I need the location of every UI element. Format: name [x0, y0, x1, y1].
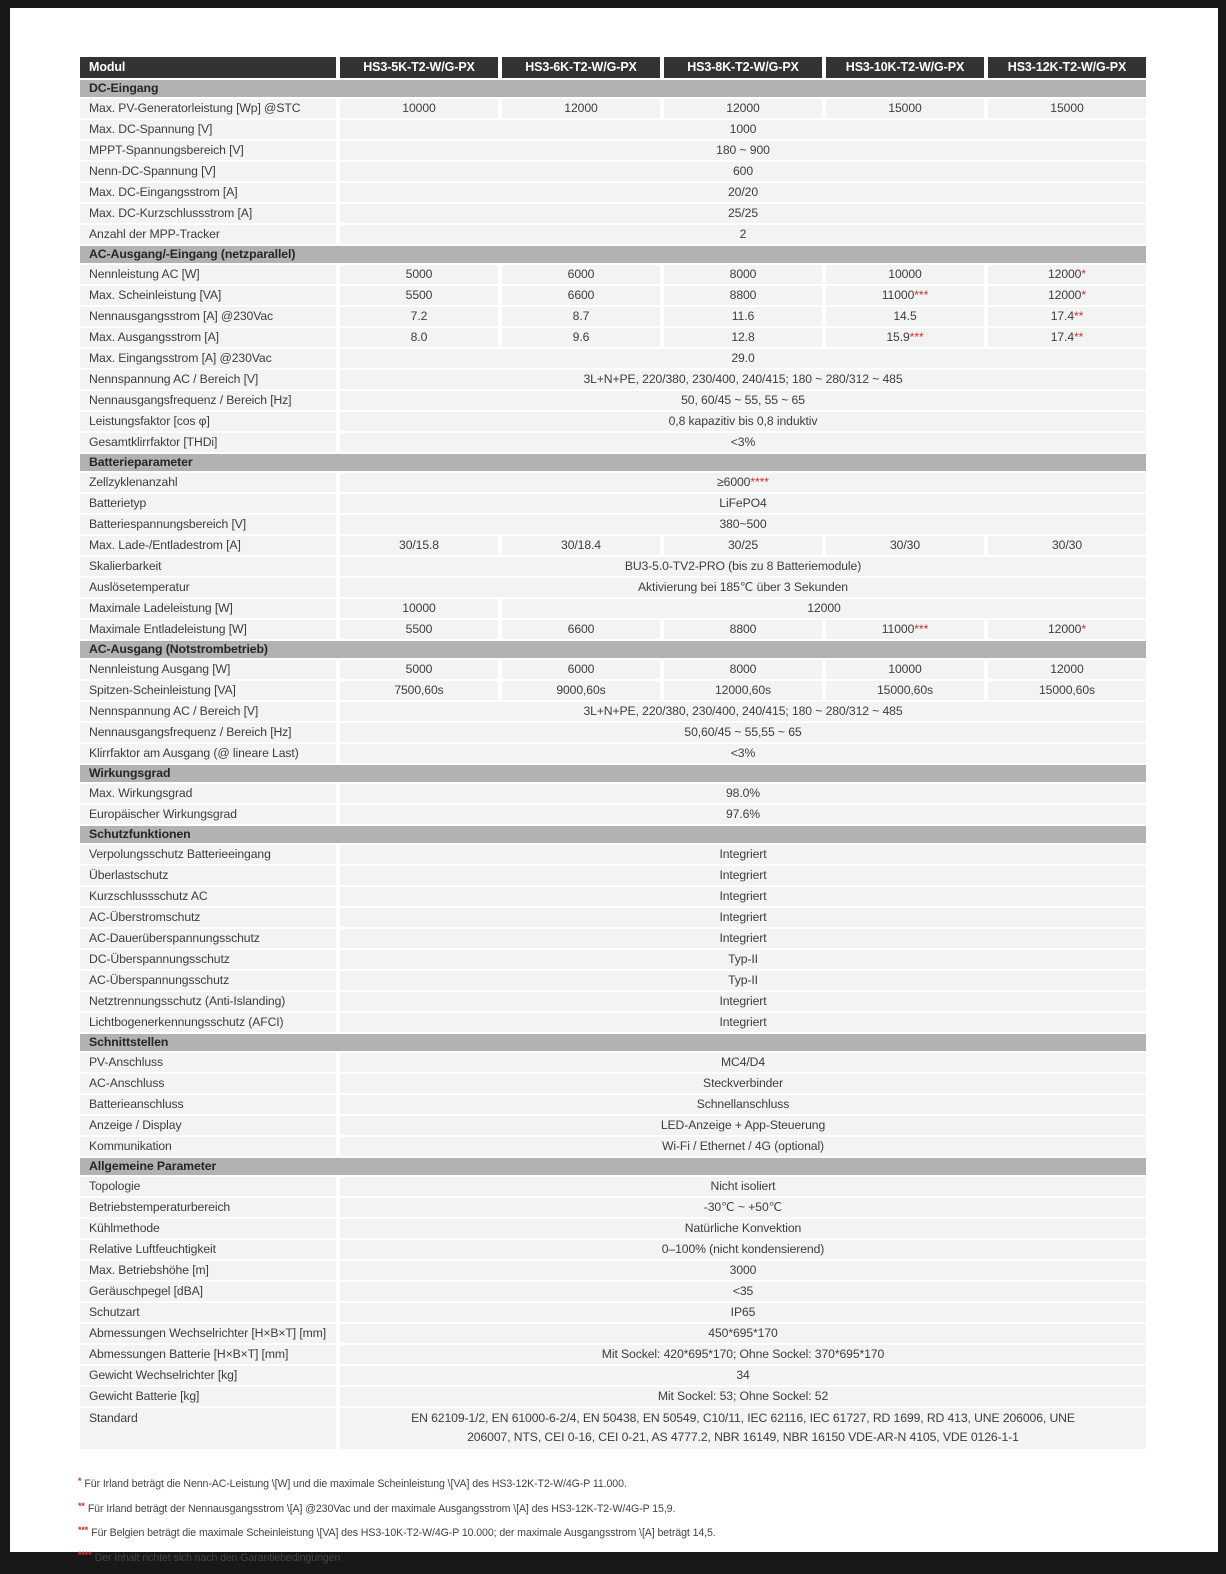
row-label: Gewicht Wechselrichter [kg] — [80, 1366, 336, 1385]
value-cell: 30/30 — [988, 536, 1146, 555]
value-cell: 29.0 — [340, 349, 1146, 368]
row-label: Betriebstemperaturbereich — [80, 1198, 336, 1217]
value-cell: 15000 — [988, 99, 1146, 118]
value-cell: 9000,60s — [502, 681, 660, 700]
spec-row — [80, 866, 1146, 885]
value-cell: 15.9*** — [826, 328, 984, 347]
row-label: Batterieanschluss — [80, 1095, 336, 1114]
value-cell: Typ-II — [340, 971, 1146, 990]
value-cell: 8000 — [664, 265, 822, 284]
table-header-modul: Modul — [80, 57, 336, 78]
footnote: ** Für Irland beträgt der Nennausgangsstrom \[A] @230Vac und der maximale Ausgangsstrom \[A] des HS3-12K-T2-W/4G-P 15,9. — [78, 1500, 676, 1515]
row-label: Verpolungsschutz Batterieeingang — [80, 845, 336, 864]
value-cell: 34 — [340, 1366, 1146, 1385]
spec-row — [80, 515, 1146, 534]
value-cell: 6000 — [502, 265, 660, 284]
value-cell: 9.6 — [502, 328, 660, 347]
value-cell: 30/30 — [826, 536, 984, 555]
value-cell: 0–100% (nicht kondensierend) — [340, 1240, 1146, 1259]
footnote-marker: ** — [1074, 309, 1084, 323]
spec-row — [80, 1074, 1146, 1093]
column-header-model-1: HS3-5K-T2-W/G-PX — [340, 57, 498, 78]
value-cell: 12.8 — [664, 328, 822, 347]
row-label: Nennspannung AC / Bereich [V] — [80, 370, 336, 389]
value-cell: 380~500 — [340, 515, 1146, 534]
section-header: AC-Ausgang (Notstrombetrieb) — [80, 641, 1146, 658]
footnote-marker: **** — [750, 475, 769, 489]
value-cell: 5500 — [340, 286, 498, 305]
section-header: AC-Ausgang/-Eingang (netzparallel) — [80, 246, 1146, 263]
value-cell: 3000 — [340, 1261, 1146, 1280]
value-cell: 7.2 — [340, 307, 498, 326]
value-cell: Integriert — [340, 929, 1146, 948]
spec-row — [80, 1198, 1146, 1217]
row-label: Überlastschutz — [80, 866, 336, 885]
section-header: Wirkungsgrad — [80, 765, 1146, 782]
row-label: Netztrennungsschutz (Anti-Islanding) — [80, 992, 336, 1011]
row-label: Topologie — [80, 1177, 336, 1196]
spec-row — [80, 702, 1146, 721]
column-header-model-3: HS3-8K-T2-W/G-PX — [664, 57, 822, 78]
value-cell: 3L+N+PE, 220/380, 230/400, 240/415; 180 ~ 280/312 ~ 485 — [340, 370, 1146, 389]
value-cell: Integriert — [340, 992, 1146, 1011]
row-label: Geräuschpegel [dBA] — [80, 1282, 336, 1301]
value-cell: Mit Sockel: 420*695*170; Ohne Sockel: 370*695*170 — [340, 1345, 1146, 1364]
spec-row — [80, 370, 1146, 389]
spec-row — [80, 162, 1146, 181]
value-cell: LED-Anzeige + App-Steuerung — [340, 1116, 1146, 1135]
footnote-marker: *** — [914, 622, 929, 636]
value-cell: 8.0 — [340, 328, 498, 347]
row-label: AC-Anschluss — [80, 1074, 336, 1093]
value-cell: 12000 — [664, 99, 822, 118]
value-cell: 12000 — [988, 660, 1146, 679]
footnote: *** Für Belgien beträgt die maximale Scheinleistung \[VA] des HS3-10K-T2-W/4G-P 10.000; der maximale Ausgangsstrom \[A] beträgt 14,5. — [78, 1525, 716, 1539]
value-cell: 1000 — [340, 120, 1146, 139]
footnote: **** Der Inhalt richtet sich nach den Garantiebedingungen — [78, 1549, 341, 1564]
value-cell: 11000*** — [826, 620, 984, 639]
spec-row — [80, 557, 1146, 576]
value-cell: 98.0% — [340, 784, 1146, 803]
row-label: Kühlmethode — [80, 1219, 336, 1238]
row-label: Lichtbogenerkennungsschutz (AFCI) — [80, 1013, 336, 1032]
spec-row — [80, 887, 1146, 906]
section-header: DC-Eingang — [80, 80, 1146, 97]
footnote-marker: *** — [909, 330, 924, 344]
footnote-star: * — [78, 1476, 82, 1486]
value-cell: 3L+N+PE, 220/380, 230/400, 240/415; 180 ~ 280/312 ~ 485 — [340, 702, 1146, 721]
spec-row — [80, 1240, 1146, 1259]
row-label: Max. DC-Spannung [V] — [80, 120, 336, 139]
value-cell: 5500 — [340, 620, 498, 639]
spec-row — [80, 1303, 1146, 1322]
spec-row — [80, 929, 1146, 948]
value-cell: 30/25 — [664, 536, 822, 555]
spec-row — [80, 1324, 1146, 1343]
row-label: Nennspannung AC / Bereich [V] — [80, 702, 336, 721]
value-cell: 12000* — [988, 286, 1146, 305]
row-label: Nennausgangsfrequenz / Bereich [Hz] — [80, 723, 336, 742]
row-label: Nennausgangsstrom [A] @230Vac — [80, 307, 336, 326]
spec-row — [80, 494, 1146, 513]
value-cell: 11000*** — [826, 286, 984, 305]
value-cell: 7500,60s — [340, 681, 498, 700]
spec-row — [80, 845, 1146, 864]
spec-row — [80, 286, 1146, 305]
footnote-marker: ** — [1074, 330, 1084, 344]
row-label: Kurzschlussschutz AC — [80, 887, 336, 906]
row-label: Nennausgangsfrequenz / Bereich [Hz] — [80, 391, 336, 410]
row-label: Batterietyp — [80, 494, 336, 513]
spec-row — [80, 1013, 1146, 1032]
value-cell: Integriert — [340, 866, 1146, 885]
value-cell: 10000 — [340, 99, 498, 118]
spec-row — [80, 599, 1146, 618]
value-cell: 8000 — [664, 660, 822, 679]
row-label: PV-Anschluss — [80, 1053, 336, 1072]
value-cell: 0,8 kapazitiv bis 0,8 induktiv — [340, 412, 1146, 431]
row-label: Batteriespannungsbereich [V] — [80, 515, 336, 534]
value-cell: <35 — [340, 1282, 1146, 1301]
value-cell: Nicht isoliert — [340, 1177, 1146, 1196]
footnote-marker: * — [1081, 267, 1087, 281]
spec-row — [80, 723, 1146, 742]
spec-row — [80, 391, 1146, 410]
value-cell: 50,60/45 ~ 55,55 ~ 65 — [340, 723, 1146, 742]
footnote-marker: * — [1081, 622, 1087, 636]
value-cell: 97.6% — [340, 805, 1146, 824]
spec-row — [80, 744, 1146, 763]
value-cell: Aktivierung bei 185℃ über 3 Sekunden — [340, 578, 1146, 597]
row-label: Relative Luftfeuchtigkeit — [80, 1240, 336, 1259]
value-cell: 12000,60s — [664, 681, 822, 700]
row-label: AC-Überspannungsschutz — [80, 971, 336, 990]
value-cell: Steckverbinder — [340, 1074, 1146, 1093]
row-label: Kommunikation — [80, 1137, 336, 1156]
value-cell: 8.7 — [502, 307, 660, 326]
value-cell: 600 — [340, 162, 1146, 181]
value-cell: Wi-Fi / Ethernet / 4G (optional) — [340, 1137, 1146, 1156]
value-cell: 5000 — [340, 265, 498, 284]
spec-row — [80, 1095, 1146, 1114]
spec-row — [80, 805, 1146, 824]
value-cell: 15000,60s — [826, 681, 984, 700]
row-label: Max. Scheinleistung [VA] — [80, 286, 336, 305]
value-cell: Mit Sockel: 53; Ohne Sockel: 52 — [340, 1387, 1146, 1406]
value-cell: Integriert — [340, 908, 1146, 927]
row-label: Nenn-DC-Spannung [V] — [80, 162, 336, 181]
row-label: Abmessungen Batterie [H×B×T] [mm] — [80, 1345, 336, 1364]
section-header: Schnittstellen — [80, 1034, 1146, 1051]
spec-table — [80, 57, 1146, 1451]
value-cell: 180 ~ 900 — [340, 141, 1146, 160]
row-label: Anzahl der MPP-Tracker — [80, 225, 336, 244]
row-label: Max. Eingangsstrom [A] @230Vac — [80, 349, 336, 368]
row-label: DC-Überspannungsschutz — [80, 950, 336, 969]
spec-row — [80, 1137, 1146, 1156]
value-cell: LiFePO4 — [340, 494, 1146, 513]
spec-row — [80, 1053, 1146, 1072]
row-label: Gesamtklirrfaktor [THDi] — [80, 433, 336, 452]
spec-row — [80, 1345, 1146, 1364]
section-header: Allgemeine Parameter — [80, 1158, 1146, 1175]
table-header-row — [80, 57, 1146, 78]
row-label: Klirrfaktor am Ausgang (@ lineare Last) — [80, 744, 336, 763]
row-label: Max. PV-Generatorleistung [Wp] @STC — [80, 99, 336, 118]
column-header-model-5: HS3-12K-T2-W/G-PX — [988, 57, 1146, 78]
value-cell: 50, 60/45 ~ 55, 55 ~ 65 — [340, 391, 1146, 410]
spec-row — [80, 1177, 1146, 1196]
value-cell: 12000* — [988, 265, 1146, 284]
spec-row — [80, 307, 1146, 326]
row-label: Nennleistung AC [W] — [80, 265, 336, 284]
spec-row — [80, 1366, 1146, 1385]
spec-row — [80, 225, 1146, 244]
row-label: Max. Wirkungsgrad — [80, 784, 336, 803]
row-label: AC-Überstromschutz — [80, 908, 336, 927]
value-cell: 8800 — [664, 620, 822, 639]
value-cell: 25/25 — [340, 204, 1146, 223]
spec-row — [80, 349, 1146, 368]
value-cell: 6600 — [502, 286, 660, 305]
value-cell: 17.4** — [988, 328, 1146, 347]
column-header-model-2: HS3-6K-T2-W/G-PX — [502, 57, 660, 78]
value-cell: IP65 — [340, 1303, 1146, 1322]
row-label: Gewicht Batterie [kg] — [80, 1387, 336, 1406]
value-cell: 11.6 — [664, 307, 822, 326]
spec-row — [80, 971, 1146, 990]
row-label: Nennleistung Ausgang [W] — [80, 660, 336, 679]
value-cell: 10000 — [340, 599, 498, 618]
spec-row — [80, 908, 1146, 927]
value-cell: 8800 — [664, 286, 822, 305]
value-cell: 12000 — [502, 99, 660, 118]
value-cell: Natürliche Konvektion — [340, 1219, 1146, 1238]
spec-row — [80, 412, 1146, 431]
value-cell: Integriert — [340, 887, 1146, 906]
value-cell: ≥6000**** — [340, 473, 1146, 492]
spec-row — [80, 204, 1146, 223]
value-cell: 6000 — [502, 660, 660, 679]
row-label: Zellzyklenanzahl — [80, 473, 336, 492]
value-cell: 20/20 — [340, 183, 1146, 202]
spec-row — [80, 1219, 1146, 1238]
row-label: Europäischer Wirkungsgrad — [80, 805, 336, 824]
spec-row — [80, 1261, 1146, 1280]
value-cell: 30/18.4 — [502, 536, 660, 555]
spec-row — [80, 433, 1146, 452]
row-label: Maximale Ladeleistung [W] — [80, 599, 336, 618]
spec-row — [80, 536, 1146, 555]
value-cell: Integriert — [340, 845, 1146, 864]
row-label: Max. DC-Kurzschlussstrom [A] — [80, 204, 336, 223]
value-cell: 10000 — [826, 660, 984, 679]
value-cell: Schnellanschluss — [340, 1095, 1146, 1114]
spec-row — [80, 1282, 1146, 1301]
row-label: Anzeige / Display — [80, 1116, 336, 1135]
row-label: Spitzen-Scheinleistung [VA] — [80, 681, 336, 700]
value-cell: 15000,60s — [988, 681, 1146, 700]
value-cell: <3% — [340, 433, 1146, 452]
column-header-model-4: HS3-10K-T2-W/G-PX — [826, 57, 984, 78]
spec-row — [80, 660, 1146, 679]
row-label: Schutzart — [80, 1303, 336, 1322]
spec-row — [80, 950, 1146, 969]
row-label: Skalierbarkeit — [80, 557, 336, 576]
footnote-star: **** — [78, 1549, 92, 1560]
value-cell: <3% — [340, 744, 1146, 763]
row-label: Leistungsfaktor [cos φ] — [80, 412, 336, 431]
spec-row — [80, 473, 1146, 492]
datasheet-page — [10, 8, 1218, 1564]
value-cell: MC4/D4 — [340, 1053, 1146, 1072]
value-cell: BU3-5.0-TV2-PRO (bis zu 8 Batteriemodule) — [340, 557, 1146, 576]
row-label: Standard — [80, 1408, 336, 1449]
value-cell: 14.5 — [826, 307, 984, 326]
value-cell: 15000 — [826, 99, 984, 118]
value-cell: 6600 — [502, 620, 660, 639]
section-header: Schutzfunktionen — [80, 826, 1146, 843]
spec-row — [80, 183, 1146, 202]
spec-row — [80, 992, 1146, 1011]
value-cell: 30/15.8 — [340, 536, 498, 555]
spec-row — [80, 1408, 1146, 1449]
row-label: Abmessungen Wechselrichter [H×B×T] [mm] — [80, 1324, 336, 1343]
row-label: Max. Betriebshöhe [m] — [80, 1261, 336, 1280]
row-label: Max. Lade-/Entladestrom [A] — [80, 536, 336, 555]
value-cell: Typ-II — [340, 950, 1146, 969]
row-label: Max. DC-Eingangsstrom [A] — [80, 183, 336, 202]
section-header: Batterieparameter — [80, 454, 1146, 471]
row-label: MPPT-Spannungsbereich [V] — [80, 141, 336, 160]
value-cell: -30℃ ~ +50℃ — [340, 1198, 1146, 1217]
spec-row — [80, 620, 1146, 639]
spec-row — [80, 784, 1146, 803]
spec-row — [80, 99, 1146, 118]
footnote-marker: *** — [914, 288, 929, 302]
value-cell: 12000* — [988, 620, 1146, 639]
value-cell: EN 62109-1/2, EN 61000-6-2/4, EN 50438, EN 50549, C10/11, IEC 62116, IEC 61727, RD 1699, RD 413, UNE 206006, UNE 206007, NTS, CEI 0-16, CEI 0-21, AS 4777.2, NBR 16149, NBR 16150 VDE-AR-N 4105, VDE 0126-1-1 — [340, 1408, 1146, 1449]
row-label: Auslösetemperatur — [80, 578, 336, 597]
spec-row — [80, 265, 1146, 284]
value-cell: 10000 — [826, 265, 984, 284]
footnote: * Für Irland beträgt die Nenn-AC-Leistung \[W] und die maximale Scheinleistung \[VA] des HS3-12K-T2-W/4G-P 11.000. — [78, 1476, 627, 1490]
row-label: Max. Ausgangsstrom [A] — [80, 328, 336, 347]
footnote-marker: * — [1081, 288, 1087, 302]
spec-row — [80, 1116, 1146, 1135]
value-cell: 17.4** — [988, 307, 1146, 326]
footnote-star: *** — [78, 1525, 89, 1535]
value-cell: 12000 — [502, 599, 1146, 618]
value-cell: 450*695*170 — [340, 1324, 1146, 1343]
row-label: AC-Dauerüberspannungsschutz — [80, 929, 336, 948]
spec-row — [80, 1387, 1146, 1406]
footnotes — [78, 1476, 1158, 1574]
spec-row — [80, 328, 1146, 347]
value-cell: 2 — [340, 225, 1146, 244]
spec-row — [80, 578, 1146, 597]
row-label: Maximale Entladeleistung [W] — [80, 620, 336, 639]
footnote-star: ** — [78, 1500, 85, 1511]
value-cell: 5000 — [340, 660, 498, 679]
spec-row — [80, 120, 1146, 139]
value-cell: Integriert — [340, 1013, 1146, 1032]
spec-row — [80, 141, 1146, 160]
spec-row — [80, 681, 1146, 700]
